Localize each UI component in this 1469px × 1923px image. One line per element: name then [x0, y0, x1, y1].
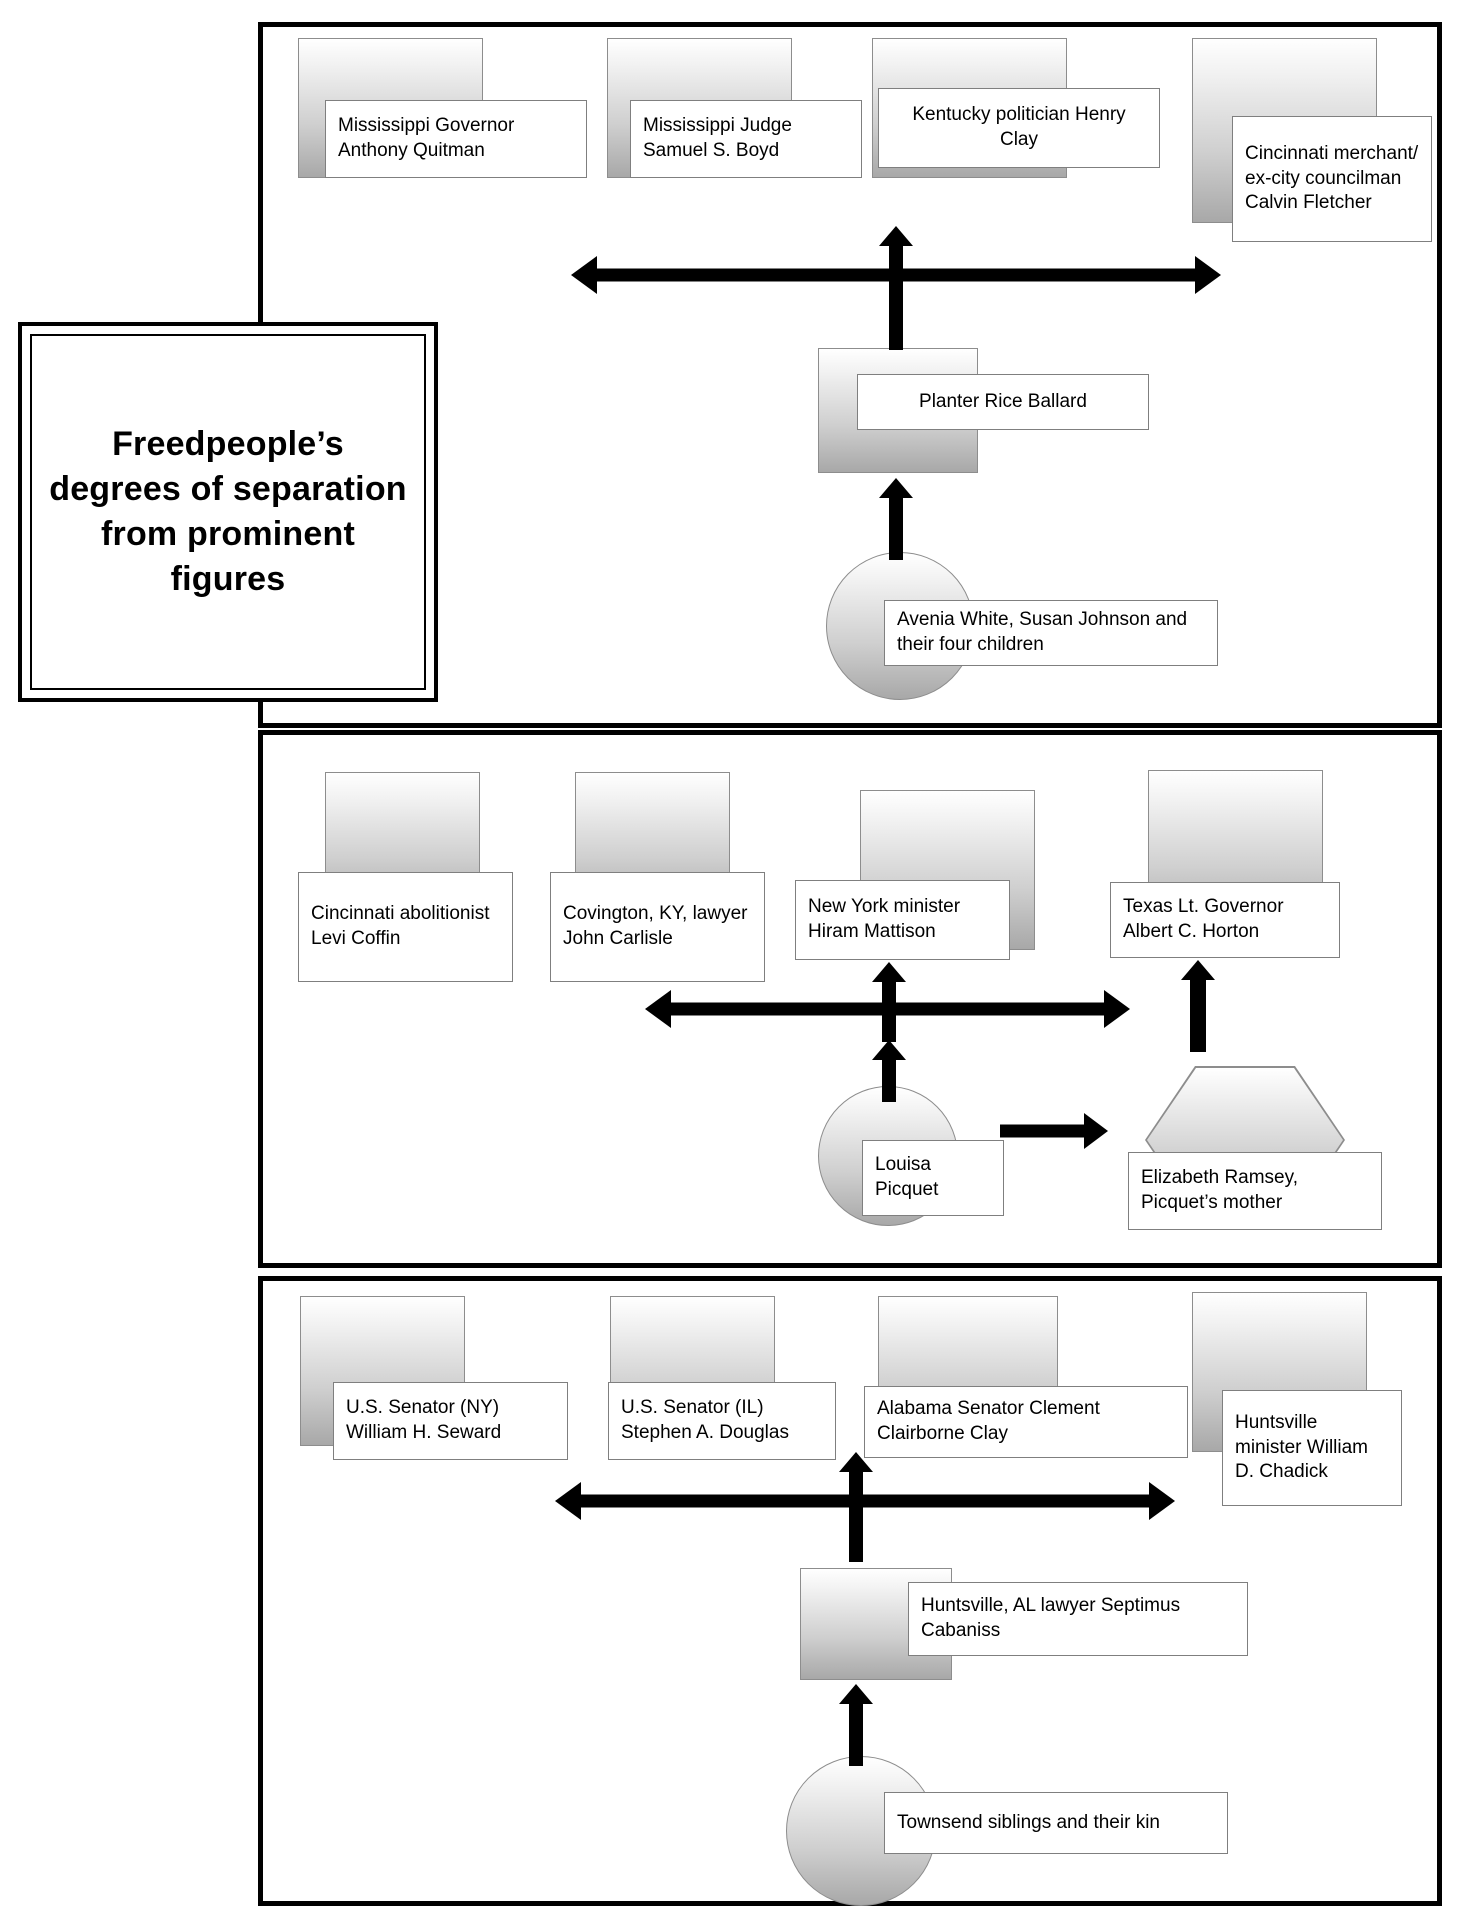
node-card-carlisle[interactable]: Covington, KY, lawyer John Carlisle	[550, 872, 765, 982]
up-arrow-cabaniss-to-top	[836, 1452, 876, 1562]
node-card-clement-clay[interactable]: Alabama Senator Clement Clairborne Clay	[864, 1386, 1188, 1458]
node-card-avenia-white[interactable]: Avenia White, Susan Johnson and their four children	[884, 600, 1218, 666]
node-card-ballard[interactable]: Planter Rice Ballard	[857, 374, 1149, 430]
node-card-seward[interactable]: U.S. Senator (NY) William H. Seward	[333, 1382, 568, 1460]
up-arrow-townsend-to-cabaniss	[836, 1684, 876, 1766]
up-arrow-picquet-to-mattison	[869, 962, 909, 1042]
up-arrow-picquet-stem	[869, 1040, 909, 1102]
node-card-douglas[interactable]: U.S. Senator (IL) Stephen A. Douglas	[608, 1382, 836, 1460]
page-title: Freedpeople’s degrees of separation from prominent figures	[49, 424, 407, 599]
node-card-ramsey[interactable]: Elizabeth Ramsey, Picquet’s mother	[1128, 1152, 1382, 1230]
up-arrow-freedpeople-to-ballard-1	[876, 478, 916, 560]
up-arrow-ramsey-to-horton	[1176, 960, 1220, 1052]
node-card-cabaniss[interactable]: Huntsville, AL lawyer Septimus Cabaniss	[908, 1582, 1248, 1656]
node-card-boyd[interactable]: Mississippi Judge Samuel S. Boyd	[630, 100, 862, 178]
node-card-coffin[interactable]: Cincinnati abolitionist Levi Coffin	[298, 872, 513, 982]
node-card-mattison[interactable]: New York minister Hiram Mattison	[795, 880, 1010, 960]
node-card-picquet[interactable]: Louisa Picquet	[862, 1140, 1004, 1216]
right-arrow-picquet-to-ramsey	[1000, 1112, 1108, 1150]
node-card-clay[interactable]: Kentucky politician Henry Clay	[878, 88, 1160, 168]
node-card-quitman[interactable]: Mississippi Governor Anthony Quitman	[325, 100, 587, 178]
up-arrow-ballard-to-top	[876, 226, 916, 350]
diagram-title-inner-border	[30, 334, 426, 690]
node-card-horton[interactable]: Texas Lt. Governor Albert C. Horton	[1110, 882, 1340, 958]
node-card-chadick[interactable]: Huntsville minister William D. Chadick	[1222, 1390, 1402, 1506]
diagram-title-box	[18, 322, 438, 702]
node-card-fletcher[interactable]: Cincinnati merchant/ ex-city councilman Calvin Fletcher	[1232, 116, 1432, 242]
node-card-townsend[interactable]: Townsend siblings and their kin	[884, 1792, 1228, 1854]
